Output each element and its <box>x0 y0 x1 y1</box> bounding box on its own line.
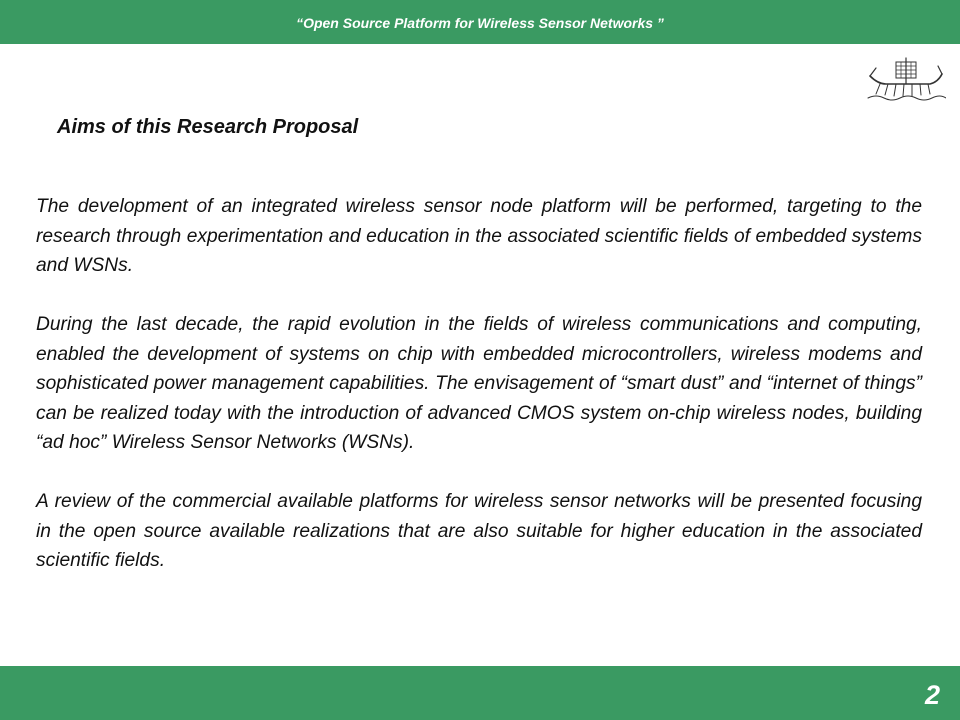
paragraph-3: A review of the commercial available platforms for wireless sensor networks will be presented focusing in the open source available realizations that are also suitable for higher education in the associated scientific fields. <box>36 491 922 571</box>
slide-heading: Aims of this Research Proposal <box>57 116 359 138</box>
footer-bar <box>0 666 960 720</box>
header-bar <box>0 0 960 44</box>
header-title: “Open Source Platform for Wireless Sensor Networks ” <box>296 15 664 31</box>
paragraph-1: The development of an integrated wireless sensor node platform will be performed, targeting to the research through experimentation and education in the associated scientific fields of embedded systems and WSNs. <box>36 196 922 276</box>
slide-body <box>36 192 922 576</box>
page-number: 2 <box>924 680 940 710</box>
ship-logo-icon <box>866 54 946 102</box>
paragraph-2: During the last decade, the rapid evolution in the fields of wireless communications and computing, enabled the development of systems on chip with embedded microcontrollers, wireless modems and sophisticated power management capabilities. The envisagement of “smart dust” and “internet of things” can be realized today with the introduction of advanced CMOS system on-chip wireless nodes, building “ad hoc” Wireless Sensor Networks (WSNs). <box>36 314 922 453</box>
